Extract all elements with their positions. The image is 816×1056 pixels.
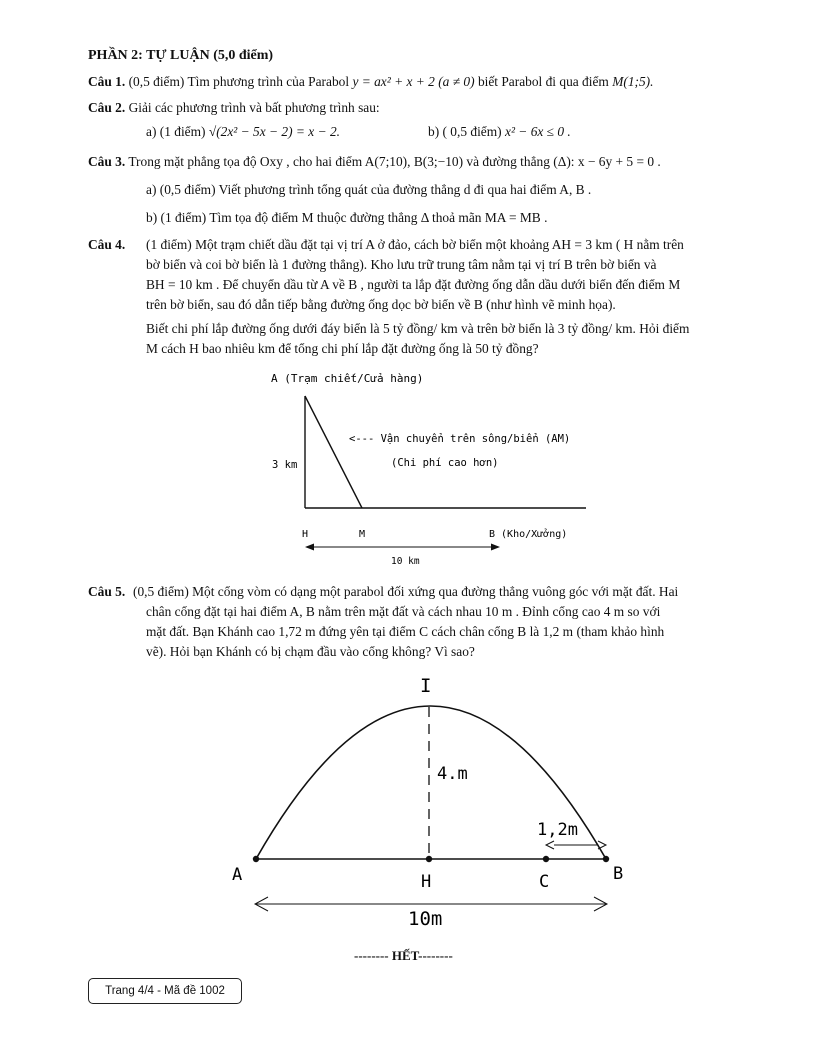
question-1-text-a: (0,5 điểm) Tìm phương trình của Parabol bbox=[128, 74, 350, 89]
question-3-label: Câu 3. bbox=[88, 154, 126, 169]
question-2b-formula: x² − 6x ≤ 0 . bbox=[505, 124, 571, 139]
fig5-cb-arrowhead-left bbox=[546, 841, 554, 849]
fig5-point-a bbox=[253, 856, 259, 862]
question-5-line-4: vẽ). Hỏi bạn Khánh có bị chạm đầu vào cổng không? Vì sao? bbox=[146, 644, 475, 659]
question-1-label: Câu 1. bbox=[88, 74, 126, 89]
question-4-line-2: bờ biển và coi bờ biển là 1 đường thẳng). Kho lưu trữ trung tâm nằm tại vị trí B trên bờ biển và bbox=[146, 257, 657, 272]
fig5-label-10m: 10m bbox=[408, 908, 443, 930]
fig5-label-c: C bbox=[539, 872, 550, 892]
fig5-point-c bbox=[543, 856, 549, 862]
question-2a-formula: √(2x² − 5x − 2) = x − 2. bbox=[208, 124, 341, 139]
fig5-label-1-2m: 1,2m bbox=[537, 820, 578, 840]
fig4-label-h: H bbox=[302, 529, 309, 540]
question-4-line-1: (1 điểm) Một trạm chiết dầu đặt tại vị trí A ở đảo, cách bờ biển một khoảng AH = 3 km ( H nằm trên bbox=[146, 237, 684, 252]
question-4-line-6: M cách H bao nhiêu km để tổng chi phí lắp đặt đường ống là 50 tỷ đồng? bbox=[146, 341, 539, 356]
section-title: PHẦN 2: TỰ LUẬN (5,0 điểm) bbox=[88, 48, 274, 63]
fig5-label-i: I bbox=[420, 675, 432, 697]
fig5-label-b: B bbox=[613, 864, 624, 884]
question-3-text: Trong mặt phẳng tọa độ Oxy , cho hai điểm A(7;10), B(3;−10) và đường thẳng (Δ): x − 6y + 5 = 0 . bbox=[128, 154, 661, 169]
question-4-line-3: BH = 10 km . Để chuyển dầu từ A về B , người ta lắp đặt đường ống dẫn dầu dưới biển đến điểm M bbox=[146, 277, 681, 292]
fig5-label-a: A bbox=[232, 865, 243, 885]
fig4-label-cost: (Chi phí cao hơn) bbox=[391, 457, 499, 469]
question-3a: a) (0,5 điểm) Viết phương trình tổng quát của đường thẳng d đi qua hai điểm A, B . bbox=[146, 182, 592, 197]
question-5-line-1: (0,5 điểm) Một cổng vòm có dạng một parabol đối xứng qua đường thẳng vuông góc với mặt đất. Hai bbox=[133, 584, 679, 599]
question-1-formula: y = ax² + x + 2 (a ≠ 0) bbox=[352, 74, 475, 89]
fig4-label-10km: 10 km bbox=[391, 556, 420, 567]
fig5-label-h: H bbox=[421, 872, 432, 892]
fig5-point-h bbox=[426, 856, 432, 862]
question-2a-label: a) (1 điểm) bbox=[146, 124, 206, 139]
question-3b: b) (1 điểm) Tìm tọa độ điểm M thuộc đường thẳng Δ thoả mãn MA = MB . bbox=[146, 210, 548, 225]
question-4-line-4: trên bờ biển, sau đó dẫn tiếp bằng đường ống dọc bờ biển về B (như hình vẽ minh họa). bbox=[146, 297, 616, 312]
end-marker: -------- HẾT-------- bbox=[354, 948, 453, 963]
question-1-point: M(1;5). bbox=[612, 74, 654, 89]
fig4-label-3km: 3 km bbox=[272, 459, 298, 471]
question-5-line-3: mặt đất. Bạn Khánh cao 1,72 m đứng yên tại điểm C cách chân cổng B là 1,2 m (tham khảo hình bbox=[146, 624, 665, 639]
fig4-label-a: A (Trạm chiết/Cửa hàng) bbox=[271, 372, 424, 385]
question-1-text-b: biết Parabol đi qua điểm bbox=[477, 74, 609, 89]
question-5-line-2: chân cổng đặt tại hai điểm A, B nằm trên mặt đất và cách nhau 10 m . Đỉnh cổng cao 4 m so với bbox=[146, 604, 661, 619]
page-footer: Trang 4/4 - Mã đề 1002 bbox=[88, 978, 242, 1004]
fig5-label-height: 4.m bbox=[437, 764, 468, 784]
question-2-label: Câu 2. bbox=[88, 100, 126, 115]
question-5-label: Câu 5. bbox=[88, 584, 126, 599]
fig5-point-b bbox=[603, 856, 609, 862]
question-2b-label: b) ( 0,5 điểm) bbox=[428, 124, 502, 139]
fig4-label-b: B (Kho/Xưởng) bbox=[489, 529, 568, 540]
question-4-line-5: Biết chi phí lắp đường ống dưới đáy biển là 5 tỷ đồng/ km và trên bờ biển là 3 tỷ đồng/ km. Hỏi điểm bbox=[146, 321, 690, 336]
fig4-label-m: M bbox=[359, 529, 366, 540]
question-4-label: Câu 4. bbox=[88, 237, 126, 252]
question-2-text: Giải các phương trình và bất phương trình sau: bbox=[128, 100, 380, 115]
fig4-label-arrow: <--- Vận chuyển trên sông/biển (AM) bbox=[349, 433, 571, 445]
